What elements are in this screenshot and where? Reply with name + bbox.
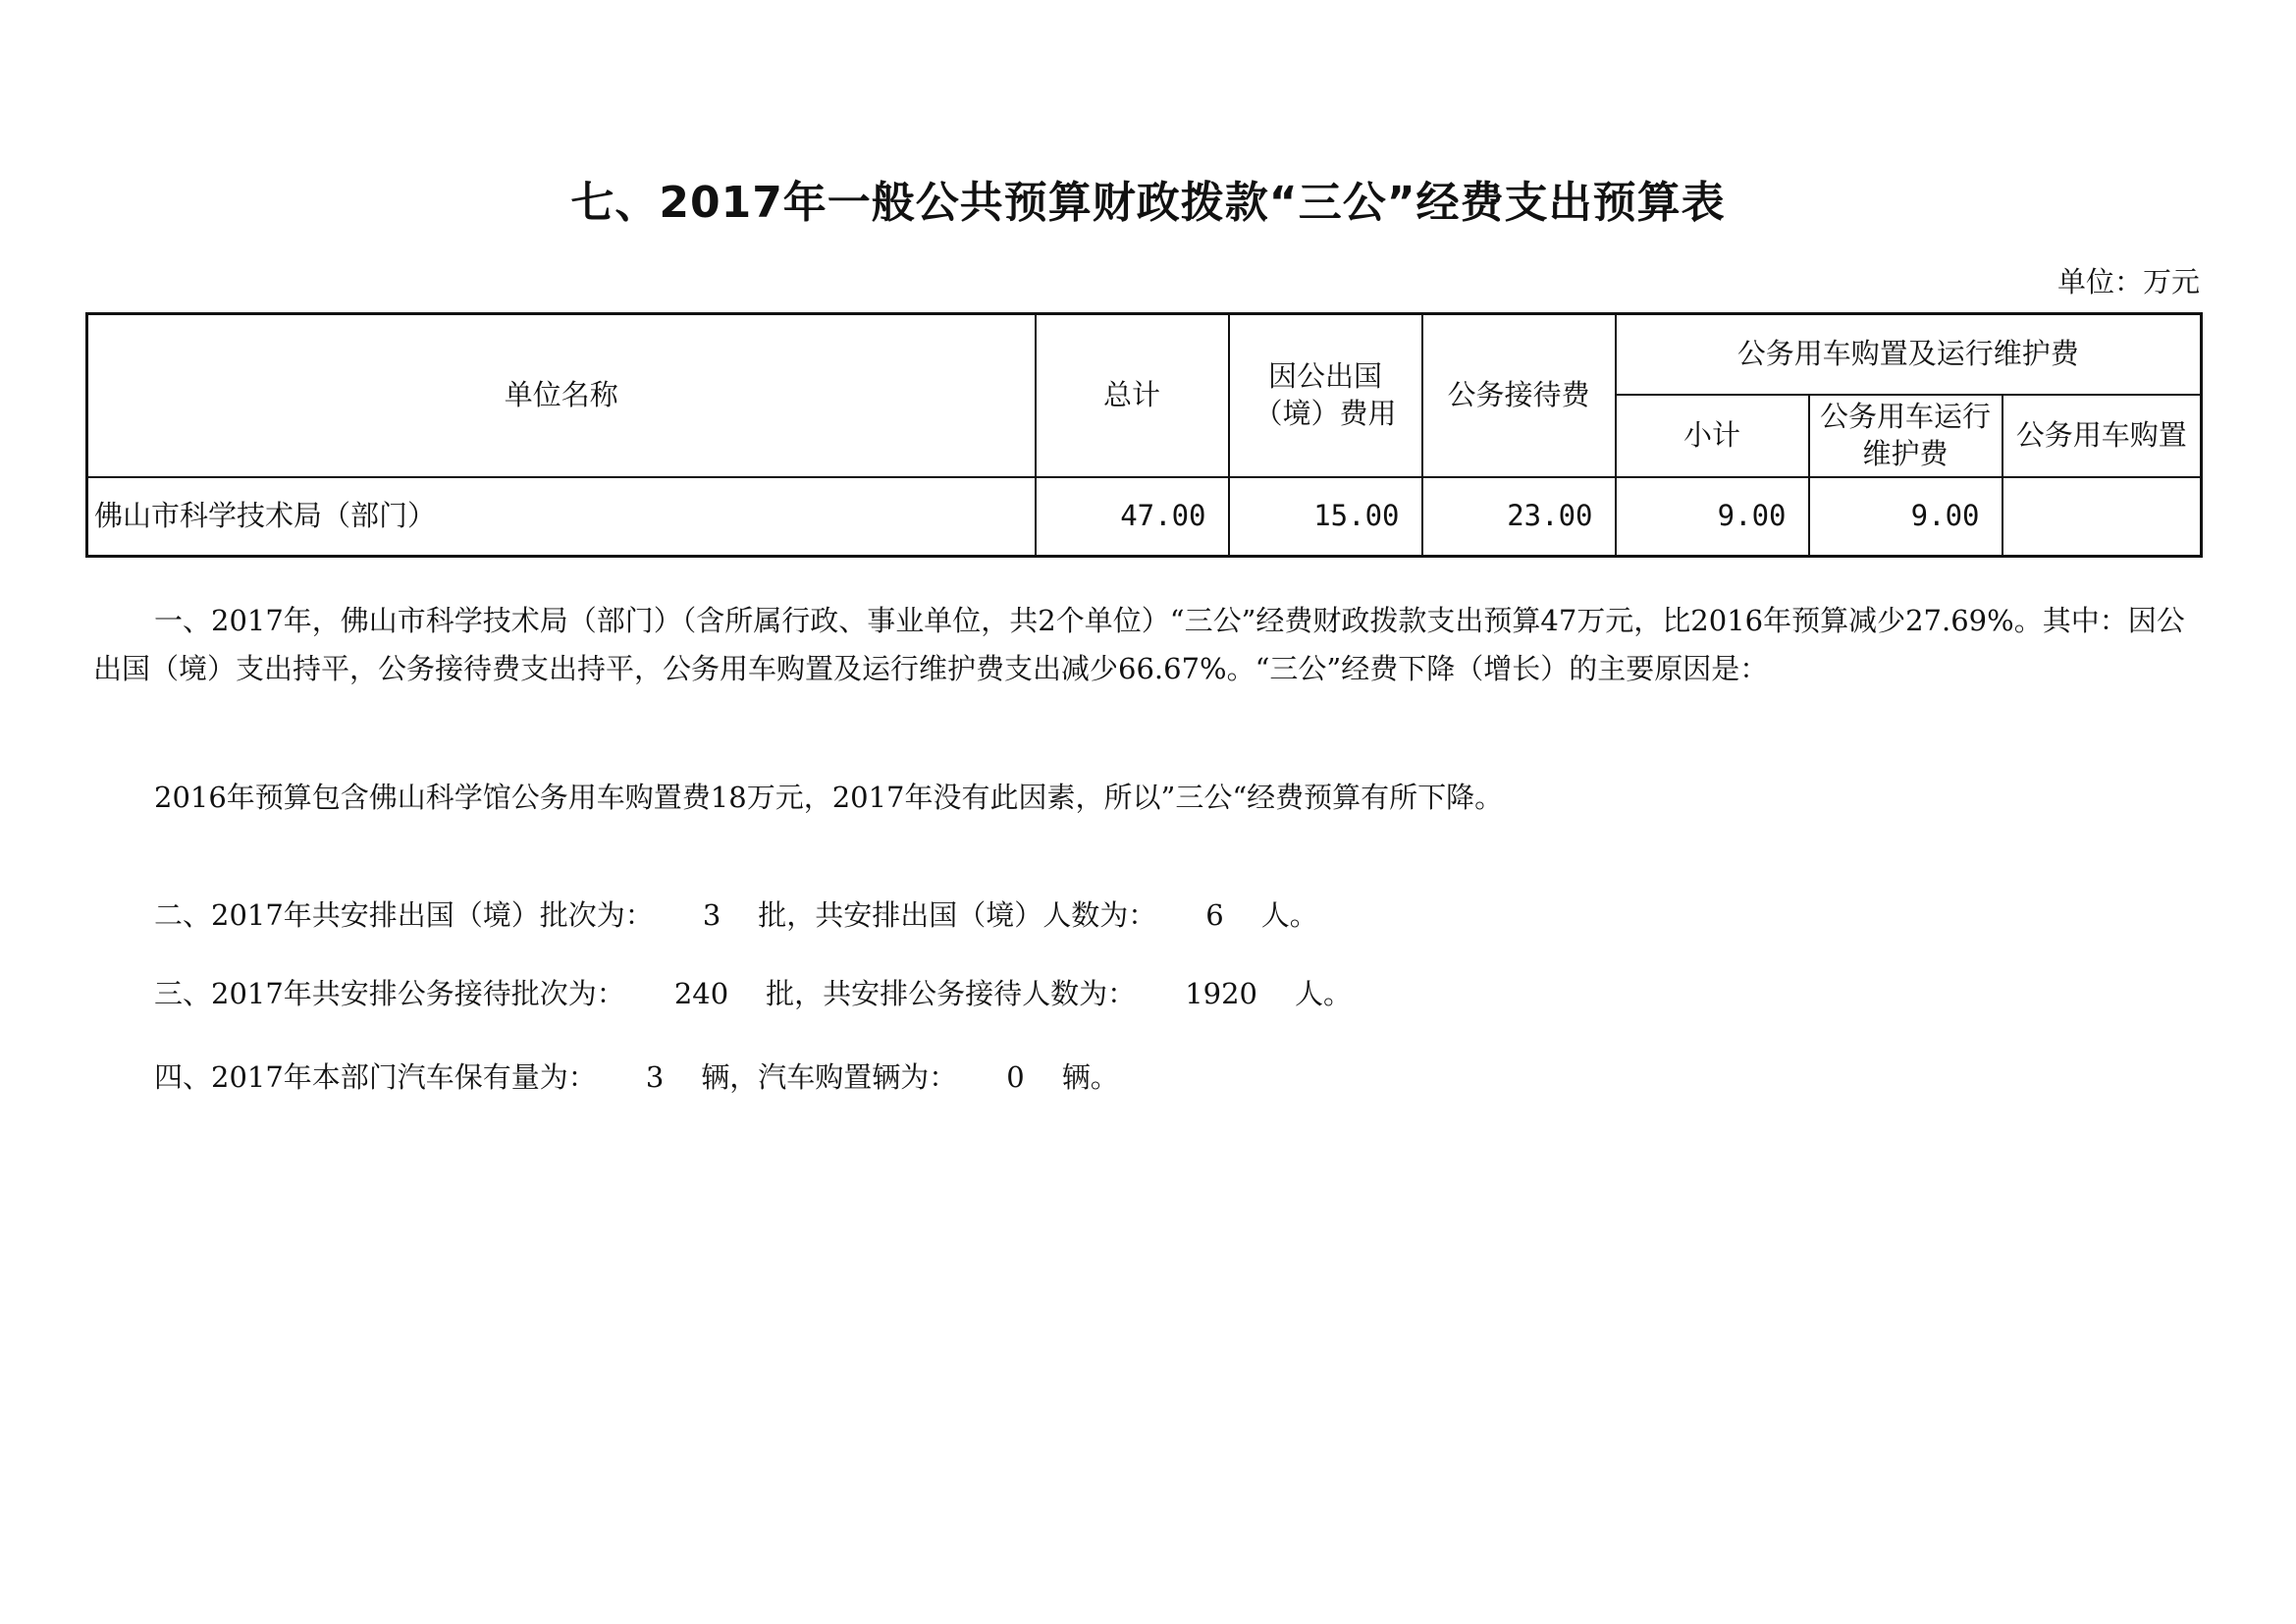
cell-subtotal: 9.00: [1616, 477, 1809, 557]
abroad-people-value: 6: [1205, 898, 1224, 932]
abroad-batches-value: 3: [702, 898, 721, 932]
reception-batches-value: 240: [673, 977, 729, 1010]
header-reception: 公务接待费: [1422, 314, 1616, 478]
header-vehicle-purchase: 公务用车购置: [2002, 395, 2202, 477]
vehicles-text-2: 辆，汽车购置辆为：: [701, 1060, 958, 1094]
header-abroad: 因公出国（境）费用: [1229, 314, 1422, 478]
reception-people-value: 1920: [1185, 977, 1257, 1010]
paragraph-vehicles: [154, 1054, 2265, 1102]
table-row: [87, 477, 2202, 557]
abroad-text-3: 人。: [1260, 898, 1318, 932]
vehicles-owned-value: 3: [645, 1060, 665, 1094]
unit-label: 单位：万元: [2056, 265, 2200, 298]
page-title: 七、2017年一般公共预算财政拨款“三公”经费支出预算表: [570, 178, 1726, 228]
budget-table: [85, 312, 2203, 558]
header-total: 总计: [1036, 314, 1229, 478]
cell-reception: 23.00: [1422, 477, 1616, 557]
paragraph-summary: 一、2017年，佛山市科学技术局（部门）（含所属行政、事业单位，共2个单位）“三公”经费财政拨款支出预算47万元，比2016年预算减少27.69%。其中：因公出国（境）支出持平，公务接待费支出持平，公务用车购置及运行维护费支出减少66.67%。“三公”经费下降（增长）的主要原因是：: [93, 604, 2185, 685]
cell-abroad: 15.00: [1229, 477, 1422, 557]
reception-text-3: 人。: [1295, 977, 1353, 1010]
cell-vehicle-operation: 9.00: [1809, 477, 2002, 557]
vehicles-purchased-value: 0: [1006, 1060, 1025, 1094]
paragraph-abroad-trips: [154, 892, 2265, 940]
abroad-text-1: 二、2017年共安排出国（境）批次为：: [154, 898, 654, 932]
cell-total: 47.00: [1036, 477, 1229, 557]
cell-vehicle-purchase: [2002, 477, 2202, 557]
reception-text-1: 三、2017年共安排公务接待批次为：: [154, 977, 625, 1010]
header-vehicle-operation: 公务用车运行维护费: [1809, 395, 2002, 477]
table-header-row: [87, 314, 2202, 396]
vehicles-text-3: 辆。: [1061, 1060, 1119, 1094]
header-subtotal: 小计: [1616, 395, 1809, 477]
abroad-text-2: 批，共安排出国（境）人数为：: [758, 898, 1157, 932]
cell-unit-name: 佛山市科学技术局（部门）: [87, 477, 1036, 557]
reception-text-2: 批，共安排公务接待人数为：: [766, 977, 1137, 1010]
vehicles-text-1: 四、2017年本部门汽车保有量为：: [154, 1060, 597, 1094]
paragraph-reason: 2016年预算包含佛山科学馆公务用车购置费18万元，2017年没有此因素，所以”三公“经费预算有所下降。: [154, 781, 1504, 814]
header-vehicle-group: 公务用车购置及运行维护费: [1616, 314, 2202, 396]
paragraph-reception: [154, 970, 2265, 1018]
header-unit-name: 单位名称: [87, 314, 1036, 478]
